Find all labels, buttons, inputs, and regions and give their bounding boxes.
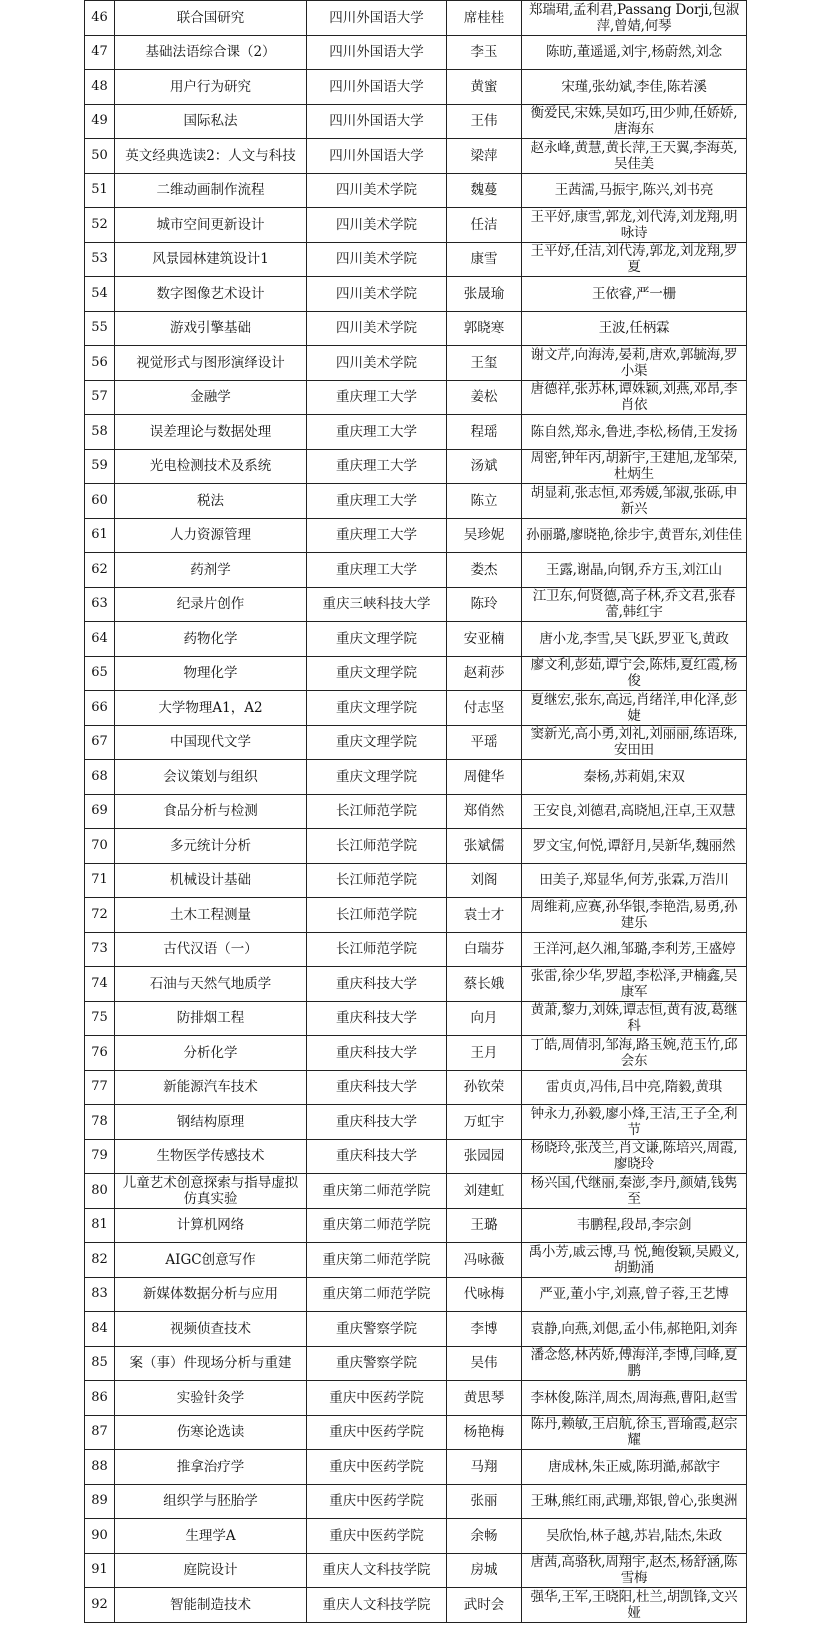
school-name-cell: 长江师范学院 [307,863,447,898]
school-name-cell: 重庆中医药学院 [307,1484,447,1519]
course-leader-cell: 袁士才 [447,898,522,933]
course-leader-cell: 张丽 [447,1484,522,1519]
table-row [85,898,747,933]
course-leader-cell: 席桂桂 [447,1,522,36]
school-name-cell: 重庆科技大学 [307,967,447,1002]
row-number-cell: 77 [85,1070,115,1105]
school-name-cell: 重庆文理学院 [307,622,447,657]
course-name-cell: 儿童艺术创意探索与指导虚拟仿真实验 [115,1174,307,1209]
table-row [85,1519,747,1554]
table-row [85,104,747,139]
course-leader-cell: 周健华 [447,760,522,795]
course-name-cell: 误差理论与数据处理 [115,415,307,450]
course-leader-cell: 郑俏然 [447,794,522,829]
table-row [85,967,747,1002]
course-name-cell: 物理化学 [115,656,307,691]
school-name-cell: 四川外国语大学 [307,1,447,36]
team-members-cell: 李林俊,陈洋,周杰,周海燕,曹阳,赵雪 [522,1381,747,1416]
row-number-cell: 68 [85,760,115,795]
row-number-cell: 86 [85,1381,115,1416]
table-row [85,1243,747,1278]
team-members-cell: 夏继宏,张东,高远,肖绪洋,申化泽,彭婕 [522,691,747,726]
row-number-cell: 69 [85,794,115,829]
course-name-cell: 智能制造技术 [115,1588,307,1623]
school-name-cell: 重庆科技大学 [307,1036,447,1071]
table-body [85,1,747,1623]
course-name-cell: 新媒体数据分析与应用 [115,1277,307,1312]
school-name-cell: 重庆第二师范学院 [307,1243,447,1278]
course-leader-cell: 白瑞芬 [447,932,522,967]
course-leader-cell: 刘阁 [447,863,522,898]
table-row [85,1277,747,1312]
course-leader-cell: 代咏梅 [447,1277,522,1312]
team-members-cell: 严亚,董小宇,刘熹,曾子蓉,王艺博 [522,1277,747,1312]
course-leader-cell: 蔡长娥 [447,967,522,1002]
team-members-cell: 王波,任柄霖 [522,311,747,346]
row-number-cell: 64 [85,622,115,657]
row-number-cell: 75 [85,1001,115,1036]
course-name-cell: 纪录片创作 [115,587,307,622]
course-leader-cell: 黄蜜 [447,70,522,105]
course-leader-cell: 刘建虹 [447,1174,522,1209]
course-name-cell: 土木工程测量 [115,898,307,933]
team-members-cell: 丁皓,周倩羽,邹海,路玉婉,范玉竹,邱会东 [522,1036,747,1071]
team-members-cell: 禹小芳,戚云博,马 悦,鲍俊颖,吴殿义,胡勤涌 [522,1243,747,1278]
course-leader-cell: 向月 [447,1001,522,1036]
team-members-cell: 谢文芹,向海涛,晏莉,唐欢,郭毓海,罗小渠 [522,346,747,381]
team-members-cell: 杨晓玲,张茂兰,肖文谦,陈培兴,周霞,廖晓玲 [522,1139,747,1174]
school-name-cell: 重庆文理学院 [307,656,447,691]
row-number-cell: 51 [85,173,115,208]
course-leader-cell: 平瑶 [447,725,522,760]
team-members-cell: 陈丹,赖敏,王启航,徐玉,晋瑜霞,赵宗耀 [522,1415,747,1450]
table-row [85,380,747,415]
school-name-cell: 重庆中医药学院 [307,1381,447,1416]
table-row [85,1208,747,1243]
school-name-cell: 重庆科技大学 [307,1070,447,1105]
row-number-cell: 70 [85,829,115,864]
course-leader-cell: 吴珍妮 [447,518,522,553]
row-number-cell: 74 [85,967,115,1002]
school-name-cell: 重庆中医药学院 [307,1415,447,1450]
team-members-cell: 韦鹏程,段昂,李宗剑 [522,1208,747,1243]
row-number-cell: 56 [85,346,115,381]
course-leader-cell: 杨艳梅 [447,1415,522,1450]
course-leader-cell: 魏蔓 [447,173,522,208]
table-row [85,1415,747,1450]
school-name-cell: 重庆文理学院 [307,725,447,760]
school-name-cell: 重庆人文科技学院 [307,1588,447,1623]
team-members-cell: 王依睿,严一栅 [522,277,747,312]
row-number-cell: 55 [85,311,115,346]
row-number-cell: 61 [85,518,115,553]
row-number-cell: 85 [85,1346,115,1381]
table-row [85,829,747,864]
course-name-cell: 药物化学 [115,622,307,657]
table-row [85,725,747,760]
table-row [85,173,747,208]
row-number-cell: 82 [85,1243,115,1278]
course-name-cell: AIGC创意写作 [115,1243,307,1278]
course-name-cell: 人力资源管理 [115,518,307,553]
course-leader-cell: 付志坚 [447,691,522,726]
school-name-cell: 四川美术学院 [307,346,447,381]
school-name-cell: 重庆警察学院 [307,1312,447,1347]
school-name-cell: 四川外国语大学 [307,70,447,105]
course-leader-cell: 程瑶 [447,415,522,450]
row-number-cell: 63 [85,587,115,622]
course-name-cell: 中国现代文学 [115,725,307,760]
course-leader-cell: 娄杰 [447,553,522,588]
row-number-cell: 52 [85,208,115,243]
row-number-cell: 65 [85,656,115,691]
row-number-cell: 84 [85,1312,115,1347]
school-name-cell: 长江师范学院 [307,898,447,933]
school-name-cell: 重庆理工大学 [307,415,447,450]
course-leader-cell: 王璐 [447,1208,522,1243]
table-row [85,1312,747,1347]
course-name-cell: 生物医学传感技术 [115,1139,307,1174]
course-name-cell: 光电检测技术及系统 [115,449,307,484]
team-members-cell: 张雷,徐少华,罗超,李松泽,尹楠鑫,吴康军 [522,967,747,1002]
table-row [85,242,747,277]
team-members-cell: 王茜濡,马振宇,陈兴,刘书亮 [522,173,747,208]
row-number-cell: 72 [85,898,115,933]
team-members-cell: 雷贞贞,冯伟,吕中亮,隋毅,黄琪 [522,1070,747,1105]
table-row [85,691,747,726]
team-members-cell: 王露,谢晶,向钢,乔方玉,刘江山 [522,553,747,588]
row-number-cell: 49 [85,104,115,139]
row-number-cell: 66 [85,691,115,726]
course-name-cell: 伤寒论选读 [115,1415,307,1450]
table-row [85,518,747,553]
course-name-cell: 风景园林建筑设计1 [115,242,307,277]
course-list-table-container [84,0,746,1638]
course-leader-cell: 孙钦荣 [447,1070,522,1105]
school-name-cell: 四川外国语大学 [307,139,447,174]
course-name-cell: 国际私法 [115,104,307,139]
course-leader-cell: 李博 [447,1312,522,1347]
row-number-cell: 73 [85,932,115,967]
table-row [85,1,747,36]
course-name-cell: 新能源汽车技术 [115,1070,307,1105]
row-number-cell: 62 [85,553,115,588]
school-name-cell: 重庆科技大学 [307,1105,447,1140]
team-members-cell: 王平妤,任洁,刘代涛,郭龙,刘龙翔,罗夏 [522,242,747,277]
team-members-cell: 钟永力,孙毅,廖小烽,王洁,王子全,利节 [522,1105,747,1140]
course-name-cell: 组织学与胚胎学 [115,1484,307,1519]
row-number-cell: 87 [85,1415,115,1450]
school-name-cell: 长江师范学院 [307,932,447,967]
course-leader-cell: 王伟 [447,104,522,139]
course-leader-cell: 万虹宇 [447,1105,522,1140]
table-row [85,277,747,312]
table-row [85,1450,747,1485]
table-row [85,35,747,70]
course-name-cell: 税法 [115,484,307,519]
table-row [85,622,747,657]
course-leader-cell: 张园园 [447,1139,522,1174]
row-number-cell: 60 [85,484,115,519]
course-leader-cell: 黄思琴 [447,1381,522,1416]
school-name-cell: 四川美术学院 [307,173,447,208]
school-name-cell: 四川美术学院 [307,242,447,277]
school-name-cell: 重庆三峡科技大学 [307,587,447,622]
row-number-cell: 53 [85,242,115,277]
row-number-cell: 91 [85,1553,115,1588]
school-name-cell: 重庆第二师范学院 [307,1277,447,1312]
table-row [85,1036,747,1071]
course-name-cell: 城市空间更新设计 [115,208,307,243]
team-members-cell: 王琳,熊红雨,武珊,郑银,曾心,张奥洲 [522,1484,747,1519]
school-name-cell: 长江师范学院 [307,794,447,829]
course-name-cell: 计算机网络 [115,1208,307,1243]
course-leader-cell: 冯咏薇 [447,1243,522,1278]
table-row [85,1553,747,1588]
course-name-cell: 多元统计分析 [115,829,307,864]
team-members-cell: 王安良,刘德君,高晓旭,汪卓,王双慧 [522,794,747,829]
row-number-cell: 78 [85,1105,115,1140]
table-row [85,311,747,346]
course-name-cell: 石油与天然气地质学 [115,967,307,1002]
row-number-cell: 58 [85,415,115,450]
table-row [85,346,747,381]
team-members-cell: 杨兴国,代继丽,秦澎,李丹,颜婧,钱隽至 [522,1174,747,1209]
table-row [85,863,747,898]
team-members-cell: 陈昉,董遥遥,刘宇,杨蔚然,刘念 [522,35,747,70]
row-number-cell: 76 [85,1036,115,1071]
school-name-cell: 四川美术学院 [307,277,447,312]
school-name-cell: 重庆中医药学院 [307,1519,447,1554]
course-name-cell: 二维动画制作流程 [115,173,307,208]
team-members-cell: 秦杨,苏莉娟,宋双 [522,760,747,795]
school-name-cell: 重庆理工大学 [307,484,447,519]
team-members-cell: 唐成林,朱正威,陈玥澔,郝歆宇 [522,1450,747,1485]
table-row [85,1174,747,1209]
team-members-cell: 罗文宝,何悦,谭舒月,吴新华,魏丽然 [522,829,747,864]
team-members-cell: 周维莉,应赛,孙华银,李艳浩,易勇,孙建乐 [522,898,747,933]
school-name-cell: 重庆理工大学 [307,449,447,484]
team-members-cell: 周密,钟年丙,胡新宇,王建旭,龙邹荣,杜炳生 [522,449,747,484]
team-members-cell: 衡爱民,宋姝,吴如巧,田少帅,任娇娇,唐海东 [522,104,747,139]
course-leader-cell: 安亚楠 [447,622,522,657]
course-name-cell: 游戏引擎基础 [115,311,307,346]
course-name-cell: 大学物理A1，A2 [115,691,307,726]
table-row [85,1588,747,1623]
row-number-cell: 80 [85,1174,115,1209]
table-row [85,415,747,450]
course-name-cell: 庭院设计 [115,1553,307,1588]
team-members-cell: 王洋河,赵久湘,邹璐,李利芳,王盛婷 [522,932,747,967]
course-leader-cell: 武时会 [447,1588,522,1623]
table-row [85,70,747,105]
team-members-cell: 江卫东,何贤德,高子林,乔文君,张春蕾,韩红宇 [522,587,747,622]
team-members-cell: 胡显莉,张志恒,邓秀媛,邹淑,张砾,申新兴 [522,484,747,519]
course-name-cell: 机械设计基础 [115,863,307,898]
school-name-cell: 重庆文理学院 [307,760,447,795]
course-list-table [84,0,747,1623]
table-row [85,932,747,967]
table-row [85,1001,747,1036]
table-row [85,484,747,519]
course-leader-cell: 任洁 [447,208,522,243]
school-name-cell: 四川美术学院 [307,208,447,243]
school-name-cell: 四川外国语大学 [307,35,447,70]
row-number-cell: 59 [85,449,115,484]
course-leader-cell: 李玉 [447,35,522,70]
school-name-cell: 重庆第二师范学院 [307,1208,447,1243]
table-row [85,656,747,691]
course-leader-cell: 余畅 [447,1519,522,1554]
course-name-cell: 视觉形式与图形演绎设计 [115,346,307,381]
team-members-cell: 唐茜,高骆秋,周翔宇,赵杰,杨舒涵,陈雪梅 [522,1553,747,1588]
team-members-cell: 廖文利,彭茹,谭宁会,陈炜,夏红霞,杨俊 [522,656,747,691]
course-name-cell: 用户行为研究 [115,70,307,105]
table-row [85,553,747,588]
team-members-cell: 黄萧,黎力,刘姝,谭志恒,黄有波,葛继科 [522,1001,747,1036]
course-name-cell: 分析化学 [115,1036,307,1071]
school-name-cell: 重庆文理学院 [307,691,447,726]
row-number-cell: 67 [85,725,115,760]
course-leader-cell: 马翔 [447,1450,522,1485]
school-name-cell: 重庆理工大学 [307,553,447,588]
table-row [85,587,747,622]
row-number-cell: 92 [85,1588,115,1623]
row-number-cell: 71 [85,863,115,898]
course-leader-cell: 赵莉莎 [447,656,522,691]
table-row [85,449,747,484]
course-name-cell: 案（事）件现场分析与重建 [115,1346,307,1381]
course-leader-cell: 梁萍 [447,139,522,174]
school-name-cell: 四川美术学院 [307,311,447,346]
course-name-cell: 联合国研究 [115,1,307,36]
team-members-cell: 王平妤,康雪,郭龙,刘代涛,刘龙翔,明咏诗 [522,208,747,243]
team-members-cell: 田美子,郑显华,何芳,张霖,万浩川 [522,863,747,898]
row-number-cell: 57 [85,380,115,415]
team-members-cell: 唐小龙,李雪,吴飞跃,罗亚飞,黄政 [522,622,747,657]
table-row [85,1139,747,1174]
course-name-cell: 生理学A [115,1519,307,1554]
course-leader-cell: 陈立 [447,484,522,519]
team-members-cell: 强华,王军,王晓阳,杜兰,胡凯锋,文兴娅 [522,1588,747,1623]
team-members-cell: 宋瑾,张幼斌,李佳,陈若溪 [522,70,747,105]
course-name-cell: 防排烟工程 [115,1001,307,1036]
course-leader-cell: 康雪 [447,242,522,277]
school-name-cell: 重庆中医药学院 [307,1450,447,1485]
course-leader-cell: 房城 [447,1553,522,1588]
team-members-cell: 孙丽璐,廖晓艳,徐步宇,黄晋东,刘佳佳 [522,518,747,553]
row-number-cell: 48 [85,70,115,105]
table-row [85,760,747,795]
table-row [85,1105,747,1140]
school-name-cell: 长江师范学院 [307,829,447,864]
table-row [85,139,747,174]
course-leader-cell: 张晟瑜 [447,277,522,312]
row-number-cell: 54 [85,277,115,312]
table-row [85,1070,747,1105]
team-members-cell: 窦新光,高小勇,刘礼,刘丽丽,练语珠,安田田 [522,725,747,760]
table-row [85,208,747,243]
course-name-cell: 金融学 [115,380,307,415]
table-row [85,1484,747,1519]
course-name-cell: 古代汉语（一） [115,932,307,967]
course-name-cell: 英文经典选读2：人文与科技 [115,139,307,174]
course-leader-cell: 陈玲 [447,587,522,622]
course-leader-cell: 汤斌 [447,449,522,484]
course-leader-cell: 吴伟 [447,1346,522,1381]
row-number-cell: 88 [85,1450,115,1485]
row-number-cell: 81 [85,1208,115,1243]
team-members-cell: 吴欣怡,林子越,苏岩,陆杰,朱政 [522,1519,747,1554]
team-members-cell: 郑瑞珺,孟利君,Passang Dorji,包淑萍,曾婧,何琴 [522,1,747,36]
team-members-cell: 陈自然,郑永,鲁进,李松,杨倩,王发扬 [522,415,747,450]
school-name-cell: 四川外国语大学 [307,104,447,139]
row-number-cell: 83 [85,1277,115,1312]
course-name-cell: 推拿治疗学 [115,1450,307,1485]
course-name-cell: 会议策划与组织 [115,760,307,795]
course-leader-cell: 王月 [447,1036,522,1071]
school-name-cell: 重庆科技大学 [307,1139,447,1174]
course-leader-cell: 姜松 [447,380,522,415]
row-number-cell: 50 [85,139,115,174]
school-name-cell: 重庆第二师范学院 [307,1174,447,1209]
row-number-cell: 79 [85,1139,115,1174]
table-row [85,1346,747,1381]
course-name-cell: 实验针灸学 [115,1381,307,1416]
school-name-cell: 重庆理工大学 [307,518,447,553]
course-leader-cell: 张斌儒 [447,829,522,864]
school-name-cell: 重庆人文科技学院 [307,1553,447,1588]
row-number-cell: 46 [85,1,115,36]
team-members-cell: 唐德祥,张苏林,谭姝颖,刘燕,邓昂,李肖依 [522,380,747,415]
course-name-cell: 基础法语综合课（2） [115,35,307,70]
row-number-cell: 89 [85,1484,115,1519]
team-members-cell: 袁静,向燕,刘偲,孟小伟,郝艳阳,刘奔 [522,1312,747,1347]
course-name-cell: 药剂学 [115,553,307,588]
course-name-cell: 食品分析与检测 [115,794,307,829]
school-name-cell: 重庆科技大学 [307,1001,447,1036]
team-members-cell: 赵永峰,黄慧,黄长萍,王天翼,李海英,吴佳美 [522,139,747,174]
table-row [85,1381,747,1416]
course-leader-cell: 王玺 [447,346,522,381]
row-number-cell: 90 [85,1519,115,1554]
course-leader-cell: 郭晓寒 [447,311,522,346]
school-name-cell: 重庆警察学院 [307,1346,447,1381]
course-name-cell: 视频侦查技术 [115,1312,307,1347]
row-number-cell: 47 [85,35,115,70]
table-row [85,794,747,829]
school-name-cell: 重庆理工大学 [307,380,447,415]
course-name-cell: 钢结构原理 [115,1105,307,1140]
team-members-cell: 潘念悠,林芮娇,傅海洋,李博,闫峰,夏鹏 [522,1346,747,1381]
course-name-cell: 数字图像艺术设计 [115,277,307,312]
